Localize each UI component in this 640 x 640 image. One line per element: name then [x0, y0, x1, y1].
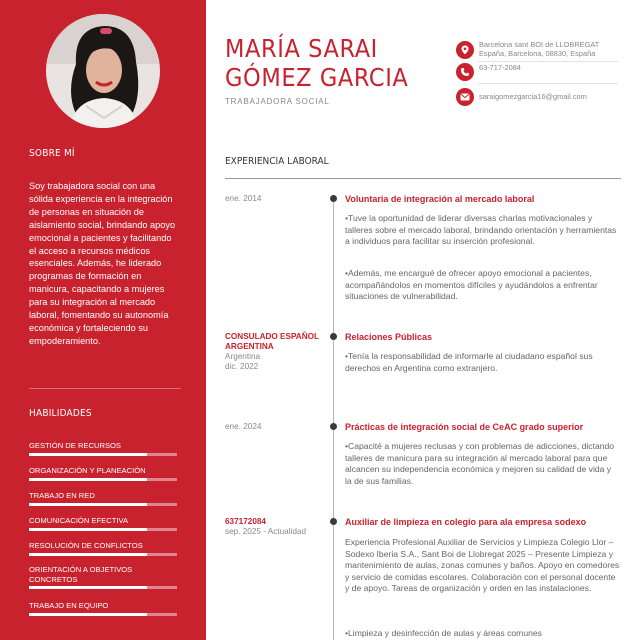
sidebar: [0, 0, 206, 640]
skill-item: [29, 441, 177, 456]
profile-photo: [46, 14, 160, 128]
section-divider: [225, 178, 621, 179]
skill-bar: [29, 613, 177, 616]
address-line: Barcelona sant BOI de LLOBREGAT: [479, 40, 600, 49]
entry-organization: CONSULADO ESPAÑOL ARGENTINA: [225, 332, 319, 351]
sidebar-divider: [29, 388, 181, 389]
skill-label: COMUNICACIÓN EFECTIVA: [29, 516, 129, 525]
timeline-line: [333, 195, 334, 640]
entry-date: sep. 2025 - Actualidad: [225, 527, 307, 536]
full-name: [225, 34, 408, 92]
skill-bar-fill: [29, 613, 147, 616]
entry-bullet: •Tenía la responsabilidad de informarle al ciudadano español sus derechos en Argentina como extranjero.: [345, 351, 593, 373]
skill-bar-fill: [29, 453, 147, 456]
email-icon: [456, 88, 474, 106]
entry-bullet: •Limpieza y desinfección de aulas y áreas comunes: [345, 628, 542, 638]
entry-bullet: •Capacité a mujeres reclusas y con problemas de adicciones, dictando talleres de manicura para su integración al mercado laboral para que alcancen su independencia económica y mejoren su calidad de vida y la de sus familias.: [345, 441, 615, 486]
skill-bar: [29, 478, 177, 481]
skill-bar-fill: [29, 478, 147, 481]
contact-address: [456, 41, 599, 59]
skill-bar: [29, 453, 177, 456]
skill-bar-fill: [29, 503, 147, 506]
skill-bar-fill: [29, 553, 147, 556]
skill-item: [29, 491, 177, 506]
skill-bar: [29, 586, 177, 589]
entry-bullet: •Además, me encargué de ofrecer apoyo emocional a pacientes, acompañándolos en momentos difíciles y ayudándolos a enfrentar situaciones de vulnerabilidad.: [345, 268, 598, 302]
entry-date: dic. 2022: [225, 362, 259, 371]
name-line-first: MARÍA SARAI: [225, 34, 378, 63]
address-line: España, Barcelona, 08830, España: [479, 48, 596, 58]
skill-label: TRABAJO EN RED: [29, 491, 95, 500]
skill-label: ORGANIZACIÓN Y PLANEACIÓN: [29, 466, 146, 475]
name-line-last: GÓMEZ GARCIA: [225, 63, 409, 92]
entry-organization: 637172084: [225, 517, 266, 526]
phone-icon: [456, 63, 474, 81]
location-pin-icon: [456, 41, 474, 59]
job-title: TRABAJADORA SOCIAL: [225, 97, 330, 106]
skills-title: HABILIDADES: [29, 408, 92, 419]
contact-phone: [456, 63, 521, 81]
skill-label: RESOLUCIÓN DE CONFLICTOS: [29, 541, 143, 550]
skill-bar-fill: [29, 528, 147, 531]
address-text: [479, 41, 599, 58]
entry-role: Relaciones Públicas: [345, 332, 433, 342]
entry-date: ene. 2024: [225, 422, 262, 431]
phone-number[interactable]: 63-717-2084: [479, 63, 521, 72]
skill-bar: [29, 553, 177, 556]
entry-role: Auxiliar de limpieza en colegio para ala empresa sodexo: [345, 517, 587, 527]
entry-role: Prácticas de integración social de CeAC grado superior: [345, 422, 584, 432]
skill-bar: [29, 528, 177, 531]
entry-bullet: •Tuve la oportunidad de liderar diversas charlas motivacionales y talleres sobre el mercado laboral, brindando orientación y herramientas a individuos para facilitar su inserción profesional.: [345, 213, 617, 247]
contact-divider: [478, 61, 618, 62]
entry-description: Experiencia Profesional Auxiliar de Servicios y Limpieza Colegio Llor – Sodexo Iberia S.A., Sant Boi de Llobregat 2025 – Presente Limpieza y mantenimiento de aulas, zonas comunes y baños. Apoyo en comedores y servicio de comidas escolares. Colaboración con el personal docente y de apoyo. Tareas de organización y orden en las instalaciones.: [345, 537, 620, 594]
skill-label: GESTIÓN DE RECURSOS: [29, 441, 121, 450]
entry-date: ene. 2014: [225, 194, 262, 203]
skill-item: [29, 541, 177, 556]
entry-role: Voluntaria de integración al mercado laboral: [345, 194, 535, 204]
skill-item: [29, 516, 177, 531]
entry-location: Argentina: [225, 352, 261, 361]
entry-date-block: [225, 517, 325, 537]
timeline-dot: [330, 195, 337, 202]
skill-item: [29, 565, 177, 589]
experience-title: EXPERIENCIA LABORAL: [225, 156, 329, 167]
email-address[interactable]: saraigomezgarcia16@gmail.com: [479, 92, 587, 101]
entry-date-block: [225, 332, 325, 372]
skill-item: [29, 466, 177, 481]
skill-bar: [29, 503, 177, 506]
timeline-dot: [330, 423, 337, 430]
timeline-dot: [330, 518, 337, 525]
skill-bar-fill: [29, 586, 147, 589]
about-text: Soy trabajadora social con una sólida experiencia en la integración de personas en situación de aislamiento social, brindando apoyo emocional a pacientes y facilitando el acceso a recursos médicos esenciales. Además, he liderado programas de formación en manicura, capacitando a mujeres para su integración al mercado laboral, fomentando su autonomía económica y fortaleciendo su empoderamiento.: [29, 181, 176, 346]
timeline-dot: [330, 333, 337, 340]
skill-item: [29, 601, 177, 616]
about-title: SOBRE MÍ: [29, 148, 75, 159]
skill-label: ORIENTACIÓN A OBJETIVOS CONCRETOS: [29, 565, 133, 584]
contact-email: [456, 88, 587, 106]
contact-divider: [478, 83, 618, 84]
skill-label: TRABAJO EN EQUIPO: [29, 601, 109, 610]
